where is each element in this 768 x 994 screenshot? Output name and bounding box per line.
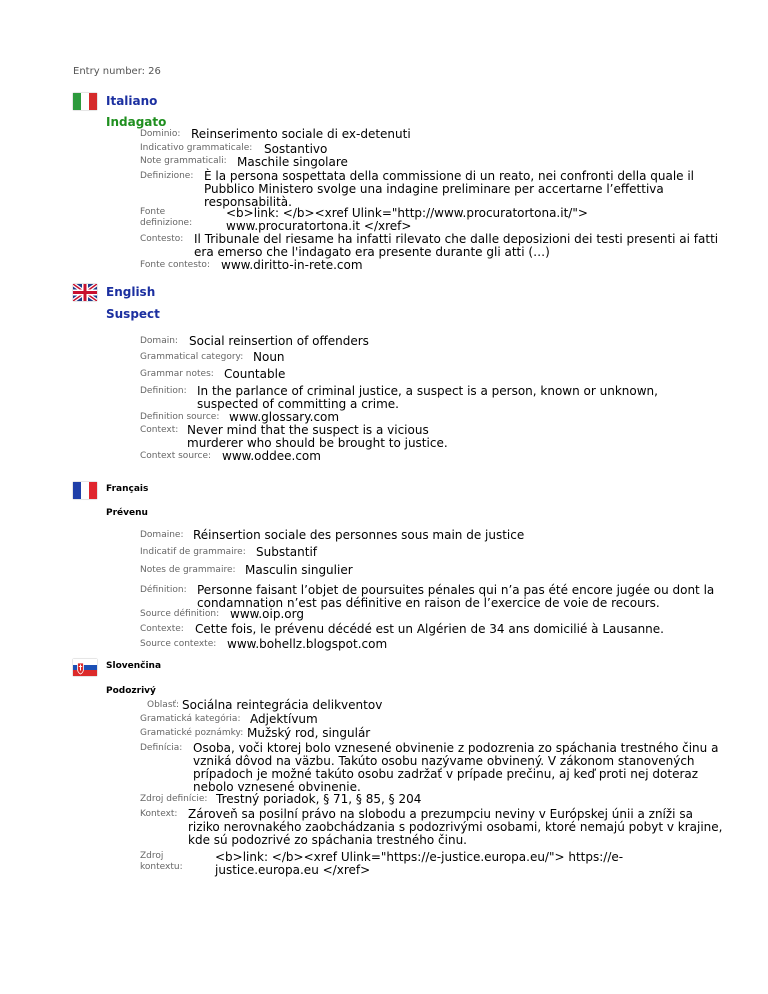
context-source-label: Fonte contesto: — [140, 260, 210, 270]
language-name-french: Français — [106, 484, 149, 494]
definition-source-value: <b>link: </b><xref Ulink="http://www.procuratortona.it/"> www.procuratortona.it </xref> — [226, 206, 588, 233]
context-label: Contexte: — [140, 624, 184, 634]
context-source-value: www.oddee.com — [222, 449, 321, 463]
context-source-value: www.bohellz.blogspot.com — [227, 637, 388, 651]
context-source-label: Source contexte: — [140, 639, 217, 649]
category-value: Substantif — [256, 545, 318, 559]
definition-source-value: www.glossary.com — [229, 410, 340, 424]
domain-value: Sociálna reintegrácia delikventov — [182, 698, 383, 712]
context-label: Kontext: — [140, 809, 178, 819]
notes-value: Mužský rod, singulár — [247, 726, 371, 740]
language-name-italian: Italiano — [106, 94, 158, 108]
category-value: Adjektívum — [250, 712, 318, 726]
definition-label: Definition: — [140, 386, 187, 396]
notes-label: Notes de grammaire: — [140, 565, 236, 575]
france-flag-icon — [73, 482, 97, 499]
notes-label: Note grammaticali: — [140, 156, 227, 166]
notes-value: Maschile singolare — [237, 155, 348, 169]
category-label: Grammatical category: — [140, 352, 244, 362]
domain-label: Domain: — [140, 336, 178, 346]
context-text: Cette fois, le prévenu décédé est un Algérien de 34 ans domicilié à Lausanne. — [195, 622, 664, 636]
term-french: Prévenu — [106, 508, 148, 518]
notes-label: Grammar notes: — [140, 369, 214, 379]
definition-source-label: Fonte definizione: — [140, 207, 193, 228]
definition-source-label: Source définition: — [140, 609, 220, 619]
term-slovak: Podozrivý — [106, 686, 156, 696]
definition-label: Définition: — [140, 585, 187, 595]
entry-number: Entry number: 26 — [73, 66, 161, 77]
definition-label: Definícia: — [140, 743, 183, 753]
context-text: Zároveň sa posilní právo na slobodu a prezumpciu neviny v Európskej únii a zníži sa riziko nerovnakého zaobchádzania s podozrivými osobami, ktoré nemajú pobyt v krajine, kde sú podozrivé zo spáchania trestného činu. — [188, 807, 723, 847]
domain-label: Domaine: — [140, 530, 184, 540]
notes-value: Countable — [224, 367, 286, 381]
domain-value: Social reinsertion of offenders — [189, 334, 369, 348]
notes-label: Gramatické poznámky: — [140, 728, 244, 738]
context-text: Never mind that the suspect is a vicious murderer who should be brought to justice. — [187, 423, 448, 450]
domain-value: Réinsertion sociale des personnes sous main de justice — [193, 528, 525, 542]
context-text: Il Tribunale del riesame ha infatti rilevato che dalle deposizioni dei testi presenti ai fatti era emerso che l'indagato era presente durante gli atti (…) — [194, 232, 719, 259]
definition-text: In the parlance of criminal justice, a suspect is a person, known or unknown, suspected of committing a crime. — [197, 384, 658, 411]
context-label: Context: — [140, 425, 179, 435]
definition-label: Definizione: — [140, 171, 194, 181]
notes-value: Masculin singulier — [245, 563, 353, 577]
definition-source-value: Trestný poriadok, § 71, § 85, § 204 — [216, 792, 422, 806]
definition-text: Personne faisant l’objet de poursuites pénales qui n’a pas été encore jugée ou dont la condamnation n’est pas définitive en raison de l’exercice de voie de recours. — [197, 583, 715, 610]
definition-text: Osoba, voči ktorej bolo vznesené obvinenie z podozrenia zo spáchania trestného činu a vzniká dôvod na väzbu. Takúto osobu nazývame obvinený. V zákonom stanovených prípadoch je možné takúto osobu zadržať v prípade prečinu, aj keď proti nej doteraz nebolo vznesené obvinenie. — [193, 741, 719, 794]
context-source-label: Zdroj kontextu: — [140, 851, 183, 872]
category-label: Indicativo grammaticale: — [140, 143, 253, 153]
term-english: Suspect — [106, 307, 160, 321]
language-name-english: English — [106, 285, 156, 299]
slovakia-flag-icon — [73, 659, 97, 676]
category-label: Gramatická kategória: — [140, 714, 241, 724]
context-source-label: Context source: — [140, 451, 212, 461]
definition-source-value: www.oip.org — [230, 607, 304, 621]
language-name-slovak: Slovenčina — [106, 661, 162, 671]
domain-value: Reinserimento sociale di ex-detenuti — [191, 127, 411, 141]
uk-flag-icon — [73, 284, 97, 301]
context-source-value: <b>link: </b><xref Ulink="https://e-justice.europa.eu/"> https://e- justice.europa.eu </xref> — [215, 850, 624, 877]
definition-source-label: Definition source: — [140, 412, 220, 422]
category-label: Indicatif de grammaire: — [140, 547, 246, 557]
definition-source-label: Zdroj definície: — [140, 794, 208, 804]
term-italian: Indagato — [106, 115, 167, 129]
definition-text: È la persona sospettata della commissione di un reato, nei confronti della quale il Pubblico Ministero svolge una indagine preliminare per accertarne l’effettiva responsabilità. — [204, 169, 695, 209]
context-source-value: www.diritto-in-rete.com — [221, 258, 363, 272]
italy-flag-icon — [73, 93, 97, 110]
category-value: Noun — [253, 350, 285, 364]
context-label: Contesto: — [140, 234, 184, 244]
category-value: Sostantivo — [264, 142, 328, 156]
domain-label: Dominio: — [140, 129, 181, 139]
domain-label: Oblasť: — [147, 700, 180, 710]
